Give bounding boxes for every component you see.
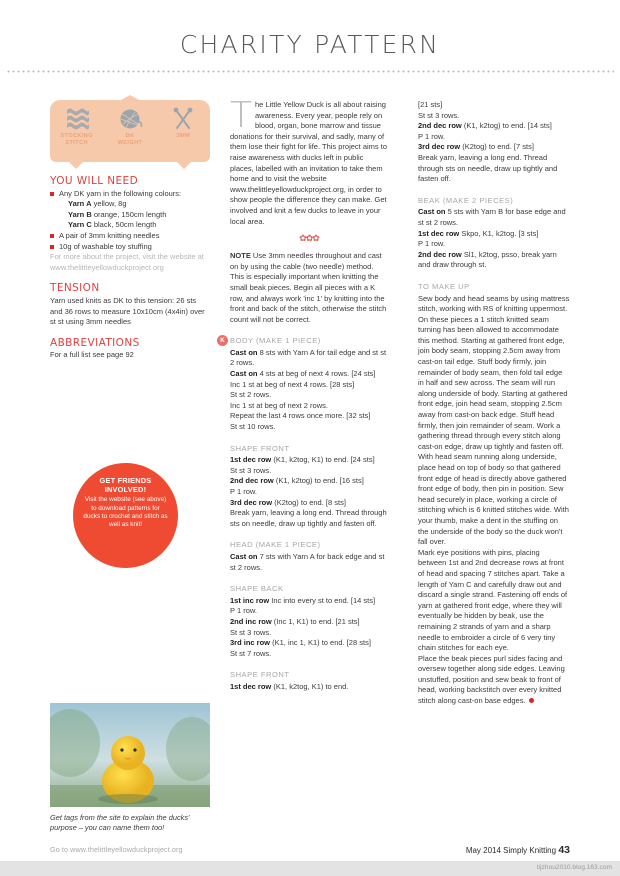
row-text: Break yarn, leaving a long end. Thread through sts on needle, draw up tightly and fasten off. [230,508,387,528]
pattern-row [230,498,388,509]
ornament-divider: ✿✿✿ [299,233,319,244]
row-text: Repeat the last 4 rows once more. [32 sts] [230,411,371,421]
pattern-row [230,596,388,607]
row-text: 5 sts with Yarn B for base edge and st st 2 rows. [418,207,566,227]
section-heading-body-label: BODY (MAKE 1 PIECE) [230,336,321,346]
note-paragraph [230,251,388,325]
row-text: (K1, k2tog, K1) to end. [24 sts] [271,455,375,465]
row-bold: Cast on [418,207,446,217]
row-text: P 1 row. [418,239,445,249]
pattern-row [230,606,388,617]
yarn-a-line [59,199,210,210]
materials-banner [50,100,210,162]
yarn-b-name: Yarn B [68,209,92,219]
row-text: Inc into every st to end. [14 sts] [269,595,376,605]
row-text: Skpo, K1, k2tog. [3 sts] [459,228,539,238]
row-text: 4 sts at beg of next 4 rows. [24 sts] [257,369,376,379]
pattern-row [418,229,570,240]
page-number: 43 [558,844,570,856]
section-heading-head-shape-front: SHAPE FRONT [230,670,290,680]
pattern-row [230,466,388,477]
you-will-need-list [50,189,210,253]
section-heading-head: HEAD (MAKE 1 PIECE) [230,540,321,550]
row-text: St st 10 rows. [230,422,276,432]
knit-marker-icon: K [217,335,228,346]
row-text: (K1, inc 1, K1) to end. [28 sts] [270,638,371,648]
row-text: St st 3 rows. [418,110,460,120]
pattern-row [230,422,388,433]
right-column [418,100,570,707]
row-text: (K2tog) to end. [8 sts] [272,497,346,507]
pattern-row [230,476,388,487]
banner-label-stocking-stitch: STOCKING STITCH [60,133,93,146]
row-bold: 1st dec row [230,681,272,691]
pattern-row [230,628,388,639]
pattern-row [418,132,570,143]
section-heading-beak: BEAK (MAKE 2 PIECES) [418,195,514,205]
banner-item-needle-size [159,107,207,140]
stocking-stitch-icon [53,107,101,131]
row-bold: Cast on [230,551,258,561]
heading-abbreviations: ABBREVIATIONS [50,336,140,349]
row-bold: 1st inc row [230,595,270,605]
make-up-paragraph: With head seam running along underside, place head on top of body so that gathered front edge of head is directly above gathered front edge of body, then pin in position. Sew head securely in place, working a circle of stitching which is 6 knitted stitches wide. With your thumb, make a dent in the stuffing on the underside of the body so the duck won't fall over. [418,452,569,547]
row-text: (K1, k2tog) to end. [14 sts] [461,121,552,131]
heading-tension: TENSION [50,282,100,295]
row-text: (K1, k2tog, K1) to end. [271,681,349,691]
intro-text: he Little Yellow Duck is all about raising awareness. Every year, people rely on blood, organ, bone marrow and tissue donations for their survival, and sadly, many of them lose their fight for life. This project aims to raise awareness with ducks left in public places, labelled with an invitation to take them home and to visit the website www.thelittleyellowduckproject.org, in order to show people the difference they can make. Get involved and knit a few ducks to leave in your local area. [230,100,388,226]
yarn-b-line [59,210,210,221]
pattern-row [230,401,388,412]
pattern-row [230,508,388,529]
pattern-row [418,207,570,228]
row-text: (K1, k2tog) to end. [16 sts] [273,476,364,486]
row-text: Inc 1 st at beg of next 4 rows. [28 sts] [230,379,355,389]
row-text: (Inc 1, K1) to end. [21 sts] [271,616,360,626]
yarn-c-desc: black, 50cm length [91,220,157,230]
yarn-c-name: Yarn C [68,220,92,230]
section-heading-to-make-up: TO MAKE UP [418,281,470,291]
pattern-row [418,153,570,185]
get-friends-involved-badge [73,463,178,568]
banner-label-dk-weight: DK WEIGHT [117,133,143,146]
watermark-text: tijzhou2010.blog.163.com [536,864,612,871]
yarn-b-desc: orange, 150cm length [91,209,167,219]
you-will-need-item-0: Any DK yarn in the following colours: [59,188,182,198]
banner-item-stocking-stitch [53,107,101,147]
pattern-row [230,369,388,380]
heading-you-will-need: YOU WILL NEED [50,175,139,187]
drop-cap: T [230,95,252,136]
section-heading-body-shape-front: SHAPE FRONT [230,443,290,453]
yarn-a-name: Yarn A [68,199,92,209]
row-text: St st 3 rows. [230,627,272,637]
banner-item-dk-weight [106,107,154,147]
make-up-paragraph [418,654,570,707]
project-website-note: For more about the project, visit the website at www.thelittleyellowduckproject.org [50,252,204,272]
row-text: Inc 1 st at beg of next 2 rows. [230,400,328,410]
row-text: Break yarn, leaving a long end. Thread through sts on needle, draw up tightly and fasten off. [418,152,558,184]
row-bold: Cast on [230,369,258,379]
section-heading-head-shape-back: SHAPE BACK [230,584,284,594]
row-bold: 1st dec row [230,455,272,465]
pattern-row [418,100,570,111]
pattern-row [418,142,570,153]
row-text: Sl1, k2tog, psso, break yarn and draw through st. [418,249,557,270]
row-bold: 2nd dec row [418,121,462,131]
row-bold: 2nd dec row [418,249,462,259]
tension-body: Yarn used knits as DK to this tension: 26 sts and 36 rows to measure 10x10cm (4x4in) over st st using 3mm needles [50,295,205,327]
banner-label-needle-size: 3MM [176,133,191,139]
pattern-row [418,121,570,132]
list-item [50,189,210,231]
abbreviations-body: For a full list see page 92 [50,350,134,360]
page-title: CHARITY PATTERN [179,30,441,59]
row-text: St st 7 rows. [230,648,272,658]
row-bold: 3rd dec row [230,497,273,507]
photo-caption: Get tags from the site to explain the ducks' purpose – you can name them too! [50,813,190,832]
pattern-row [418,111,570,122]
make-up-paragraph: Mark eye positions with pins, placing between 1st and 2nd decrease rows at front of head and spacing 7 stitches apart. Take a length of Yarn C and carefully draw out and discard a single strand. Fastening off ends of yarn at gathered front edge, where they will eventually be hidden by beak, use the remaining 2 strands of yarn and a sharp needle to embroider a circle of 6 very tiny chain stitches for each eye. [418,547,568,653]
yarn-c-line [59,220,210,231]
pattern-row [230,649,388,660]
banner-notch [119,95,141,101]
badge-title: GET FRIENDS INVOLVED! [99,476,152,494]
pattern-row [418,239,570,250]
pattern-row [230,380,388,391]
pattern-row [230,348,388,369]
dk-weight-yarn-ball-icon [106,107,154,131]
row-text: P 1 row. [230,606,257,616]
pattern-row [418,250,570,271]
footer-issue-info [466,844,570,856]
bottom-bar [0,861,620,876]
pattern-row [230,390,388,401]
dotted-divider [6,70,614,73]
list-item: 10g of washable toy stuffing [50,242,210,253]
footer-website-link[interactable]: Go to www.thelittleyellowduckproject.org [50,845,183,854]
row-text: P 1 row. [230,487,257,496]
pattern-row [230,617,388,628]
pattern-row [230,638,388,649]
row-text: P 1 row. [418,131,445,141]
duck-photo [50,703,210,807]
pattern-row [230,487,388,498]
note-label: NOTE [230,251,251,261]
row-text: St st 3 rows. [230,465,272,475]
row-bold: 3rd inc row [230,638,271,648]
pattern-row [230,455,388,466]
row-text: 7 sts with Yarn A for back edge and st st 2 rows. [230,551,385,572]
left-column [50,100,210,361]
section-heading-body [220,336,388,347]
pattern-row [230,552,388,573]
pattern-row [230,411,388,422]
pattern-row [230,682,388,693]
row-text: 8 sts with Yarn A for tail edge and st st 2 rows. [230,347,387,368]
badge-body: Visit the website (see above) to download patterns for ducks to crochet and stitch as well as knit! [83,496,168,529]
yarn-a-desc: yellow, 8g [91,199,127,209]
knitting-needles-icon [159,107,207,131]
end-of-article-mark-icon [529,698,534,703]
row-bold: 1st dec row [418,228,460,238]
row-text: (K2tog) to end. [7 sts] [460,142,534,152]
middle-column [220,95,388,693]
row-bold: Cast on [230,347,258,357]
make-up-paragraph-text: Place the beak pieces purl sides facing and oversew together along side edges. Leaving unstuffed, position and sew beak to front of head, working backstitch over every knitted stitch along cast-on base edges. [418,653,565,706]
row-bold: 3rd dec row [418,142,461,152]
note-text: Use 3mm needles throughout and cast on by using the cable (two needle) method. This is especially important when knitting the small beak pieces. Begin all pieces with a K row, and always work 'inc 1' by knitting into the front and back of the stitch, otherwise the stitch count will not be correct. [230,251,387,324]
row-text: St st 2 rows. [230,390,272,400]
intro-paragraph [230,95,388,227]
row-text: [21 sts] [418,100,443,109]
footer-issue-text: May 2014 Simply Knitting [465,846,557,855]
make-up-paragraph: Sew body and head seams by using mattress stitch, working with RS of knitting uppermost. On these pieces a 1 stitch knitted seam turning has been allowed to accommodate this method. Starting at gathered front edge, join body seam, stopping 2.5cm away from cast-on tail edge. Stuff body firmly, join remainder of body seam, then fold tail edge in half and sew across. The seam will run along underside of body. Starting at gathered front edge, join head seam, stopping 2.5cm away from cast-on back edge. Stuff head firmly, then join remainder of seam. Work a gathering thread through every stitch along cast-on edge, draw up tightly and fasten off. [418,293,570,451]
row-bold: 2nd inc row [230,616,272,626]
list-item: A pair of 3mm knitting needles [50,231,210,242]
row-bold: 2nd dec row [230,476,274,486]
